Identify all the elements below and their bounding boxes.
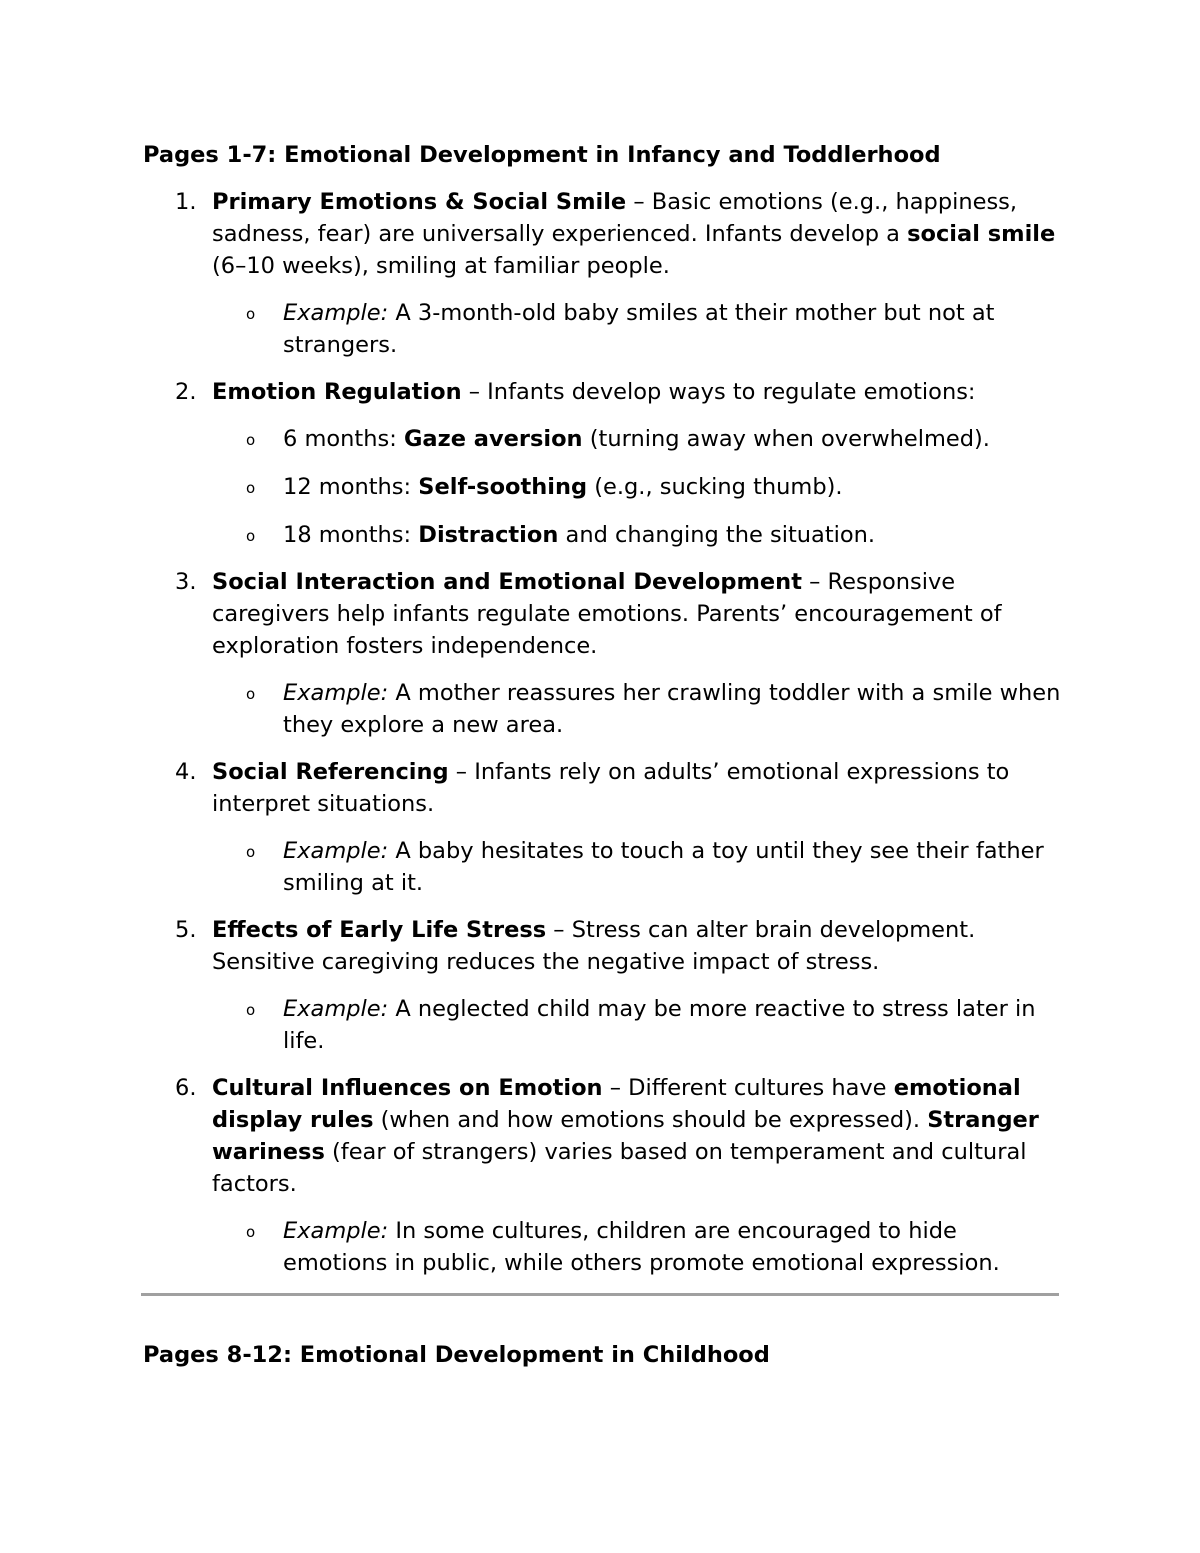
item-term: Primary Emotions & Social Smile — [212, 189, 627, 215]
point-item: o 12 months: Self-soothing (e.g., sucking thumb). — [212, 471, 1063, 503]
item-number: 4. — [175, 759, 197, 785]
list-item — [0, 376, 1062, 551]
topic-list — [0, 186, 1200, 1294]
example-item: o Example: A baby hesitates to touch a toy until they see their father smiling at it. — [246, 838, 1044, 896]
example-label: Example: — [283, 838, 389, 864]
item-number: 2. — [175, 379, 197, 405]
bullet-icon: o — [246, 479, 256, 497]
point-item: o 6 months: Gaze aversion (turning away when overwhelmed). — [212, 423, 1063, 455]
example-label: Example: — [283, 996, 389, 1022]
bullet-icon: o — [246, 1223, 256, 1241]
bullet-icon: o — [246, 843, 256, 861]
sub-list — [212, 835, 1062, 899]
section-heading: Pages 8-12: Emotional Development in Childhood — [143, 1342, 770, 1368]
list-item — [0, 1072, 1062, 1279]
item-paragraph: Cultural Influences on Emotion – Different cultures have emotional display rules (when and how emotions should be expressed). Stranger wariness (fear of strangers) varies based on temperament and cultural factors. — [212, 1075, 1039, 1197]
item-term: Social Referencing — [212, 759, 449, 785]
section-heading: Pages 1-7: Emotional Development in Infancy and Toddlerhood — [143, 142, 941, 168]
example-label: Example: — [283, 300, 389, 326]
item-term: Emotion Regulation — [212, 379, 462, 405]
item-paragraph: Effects of Early Life Stress – Stress can alter brain development. Sensitive caregiving reduces the negative impact of stress. — [212, 917, 976, 975]
item-number: 1. — [175, 189, 197, 215]
example-item: o Example: A neglected child may be more reactive to stress later in life. — [246, 996, 1036, 1054]
horizontal-divider — [141, 1293, 1059, 1296]
sub-list — [212, 1215, 1062, 1279]
item-paragraph: Social Referencing – Infants rely on adults’ emotional expressions to interpret situations. — [212, 759, 1010, 817]
sub-list — [212, 423, 1062, 551]
item-number: 6. — [175, 1075, 197, 1101]
item-paragraph: Primary Emotions & Social Smile – Basic emotions (e.g., happiness, sadness, fear) are universally experienced. Infants develop a social smile (6–10 weeks), smiling at familiar people. — [212, 189, 1056, 279]
bullet-icon: o — [246, 527, 256, 545]
point-item: o 18 months: Distraction and changing the situation. — [212, 519, 1063, 551]
example-label: Example: — [283, 1218, 389, 1244]
item-term: Social Interaction and Emotional Development — [212, 569, 802, 595]
list-item — [0, 756, 1062, 899]
list-item — [0, 186, 1062, 361]
sub-list — [212, 297, 1062, 361]
bullet-icon: o — [246, 431, 256, 449]
example-label: Example: — [283, 680, 389, 706]
list-item — [0, 914, 1062, 1057]
item-term: Cultural Influences on Emotion — [212, 1075, 603, 1101]
item-paragraph: Social Interaction and Emotional Development – Responsive caregivers help infants regulate emotions. Parents’ encouragement of exploration fosters independence. — [212, 569, 1002, 659]
bullet-icon: o — [246, 1001, 256, 1019]
example-item: o Example: In some cultures, children are encouraged to hide emotions in public, while others promote emotional expression. — [246, 1218, 1000, 1276]
example-item: o Example: A mother reassures her crawling toddler with a smile when they explore a new area. — [246, 680, 1061, 738]
sub-list — [212, 677, 1062, 741]
item-number: 3. — [175, 569, 197, 595]
example-item: o Example: A 3-month-old baby smiles at their mother but not at strangers. — [246, 300, 995, 358]
sub-list — [212, 993, 1062, 1057]
bullet-icon: o — [246, 305, 256, 323]
item-term: Effects of Early Life Stress — [212, 917, 547, 943]
item-number: 5. — [175, 917, 197, 943]
list-item — [0, 566, 1062, 741]
bullet-icon: o — [246, 685, 256, 703]
item-paragraph: Emotion Regulation – Infants develop ways to regulate emotions: — [212, 379, 976, 405]
